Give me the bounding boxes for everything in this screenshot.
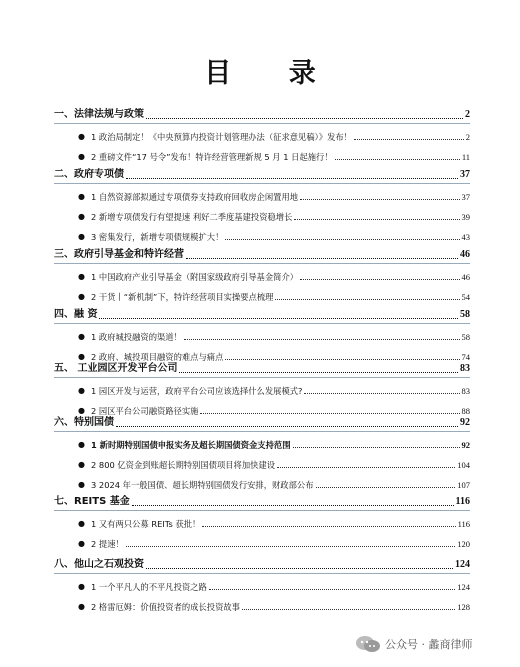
toc-entry-title: 2 园区平台公司融资路径实施: [91, 406, 199, 416]
bullet-icon: ●: [78, 272, 85, 281]
watermark: [355, 635, 473, 653]
dot-leader: [304, 393, 459, 394]
toc-entry-row[interactable]: [78, 439, 470, 451]
dot-leader: [179, 372, 458, 373]
toc-section-page: 116: [455, 496, 470, 507]
toc-entry-title: 2 新增专项债发行有望提速 利好二季度基建投资稳增长: [91, 212, 293, 222]
toc-entry-page: 74: [461, 352, 470, 362]
toc-section-title: 八、他山之石观投资: [54, 559, 144, 570]
dot-leader: [300, 279, 459, 280]
toc-entry-page: 54: [461, 292, 470, 302]
toc-entry-page: 128: [457, 602, 470, 612]
toc-entry-page: 43: [461, 232, 470, 242]
section-divider: [54, 510, 470, 511]
dot-leader: [316, 487, 456, 488]
toc-entry-title: 1 中国政府产业引导基金（附国家级政府引导基金简介）: [91, 272, 299, 282]
toc-entry-title: 2 政府、城投项目融资的难点与痛点: [91, 352, 224, 362]
dot-leader: [146, 118, 463, 119]
dot-leader: [209, 589, 455, 590]
toc-entry-row[interactable]: [78, 538, 470, 550]
bullet-icon: ●: [78, 440, 85, 449]
toc-entry-title: 2 格雷厄姆：价值投资者的成长投资故事: [91, 602, 240, 612]
toc-section-row[interactable]: [54, 108, 470, 122]
dot-leader: [275, 299, 459, 300]
toc-entry-title: 2 干货丨“新机制”下，特许经营项目实操要点梳理: [91, 292, 274, 302]
toc-entry-title: 1 又有两只公募 REITs 获批！: [91, 519, 201, 529]
toc-section-page: 46: [460, 249, 470, 260]
toc-entry-page: 58: [461, 332, 470, 342]
toc-entry-row[interactable]: [78, 151, 470, 163]
bullet-icon: ●: [78, 152, 85, 161]
bullet-icon: ●: [78, 292, 85, 301]
toc-entry-row[interactable]: [78, 479, 470, 491]
toc-section-row[interactable]: [54, 495, 470, 509]
toc-entry-page: 124: [457, 582, 470, 592]
toc-entry-row[interactable]: [78, 385, 470, 397]
toc-entry-title: 2 提速！: [91, 539, 124, 549]
toc-section-title: 二、政府专项债: [54, 169, 124, 180]
dot-leader: [225, 239, 459, 240]
toc-section-page: 58: [460, 309, 470, 320]
dot-leader: [294, 219, 459, 220]
dot-leader: [300, 199, 459, 200]
toc-entry-page: 2: [465, 132, 470, 142]
section-divider: [54, 183, 470, 184]
toc-entry-row[interactable]: [78, 271, 470, 283]
dot-leader: [242, 609, 455, 610]
toc-entry-row[interactable]: [78, 231, 470, 243]
dot-leader: [184, 339, 460, 340]
toc-section-row[interactable]: [54, 558, 470, 572]
toc-entry-page: 83: [461, 386, 470, 396]
dot-leader: [335, 159, 460, 160]
section-divider: [54, 323, 470, 324]
watermark-text: 公众号 · 蠡商律师: [385, 638, 473, 651]
dot-leader: [99, 318, 458, 319]
toc-entry-title: 1 政府城投融资的渠道！: [91, 332, 182, 342]
toc-entry-title: 1 一个平凡人的不平凡投资之路: [91, 582, 207, 592]
toc-entry-page: 116: [457, 519, 470, 529]
toc-entry-page: 104: [457, 460, 470, 470]
toc-entry-page: 88: [461, 406, 470, 416]
toc-section-row[interactable]: [54, 248, 470, 262]
dot-leader: [116, 426, 458, 427]
toc-entry-page: 92: [461, 440, 470, 450]
section-divider: [54, 431, 470, 432]
section-divider: [54, 573, 470, 574]
toc-entry-page: 37: [461, 192, 470, 202]
bullet-icon: ●: [78, 602, 85, 611]
bullet-icon: ●: [78, 460, 85, 469]
wechat-icon: [355, 635, 381, 653]
dot-leader: [200, 413, 459, 414]
toc-entry-title: 1 自然资源部拟通过专项债券支持政府回收房企闲置用地: [91, 192, 299, 202]
bullet-icon: ●: [78, 192, 85, 201]
toc-section-page: 83: [460, 363, 470, 374]
toc-entry-row[interactable]: [78, 459, 470, 471]
dot-leader: [202, 526, 455, 527]
toc-entry-row[interactable]: [78, 331, 470, 343]
toc-section-title: 四、融 资: [54, 309, 98, 320]
toc-entry-title: 1 新时期特别国债申报实务及超长期国债资金支持范围: [91, 440, 291, 450]
toc-section-row[interactable]: [54, 308, 470, 322]
toc-entry-row[interactable]: [78, 131, 470, 143]
bullet-icon: ●: [78, 212, 85, 221]
toc-entry-page: 39: [461, 212, 470, 222]
toc-section-title: 三、政府引导基金和特许经营: [54, 249, 184, 260]
toc-section-title: 七、REITS 基金: [54, 496, 130, 507]
toc-section-row[interactable]: [54, 416, 470, 430]
dot-leader: [126, 178, 458, 179]
toc-section-row[interactable]: [54, 362, 470, 376]
dot-leader: [277, 467, 455, 468]
toc-entry-title: 2 重磅文件“17 号令”发布！特许经营管理新规 5 月 1 日起施行！: [91, 152, 333, 162]
section-divider: [54, 123, 470, 124]
toc-entry-page: 11: [461, 152, 470, 162]
toc-entry-row[interactable]: [78, 581, 470, 593]
toc-entry-title: 3 2024 年一般国债、超长期特别国债发行安排，财政部公布: [91, 480, 314, 490]
dot-leader: [132, 505, 454, 506]
dot-leader: [354, 139, 464, 140]
page-title: 目 录: [204, 58, 340, 89]
toc-section-row[interactable]: [54, 168, 470, 182]
bullet-icon: ●: [78, 406, 85, 415]
dot-leader: [186, 258, 458, 259]
toc-section-title: 五、 工业园区开发平台公司: [54, 363, 178, 374]
bullet-icon: ●: [78, 582, 85, 591]
section-divider: [54, 263, 470, 264]
toc-entry-row[interactable]: [78, 518, 470, 530]
toc-entry-page: 120: [457, 539, 470, 549]
toc-entry-title: 3 密集发行，新增专项债规模扩大！: [91, 232, 224, 242]
toc-section-page: 2: [465, 109, 470, 120]
bullet-icon: ●: [78, 232, 85, 241]
dot-leader: [225, 359, 459, 360]
dot-leader: [126, 546, 455, 547]
toc-entry-row[interactable]: [78, 211, 470, 223]
toc-entry-row[interactable]: [78, 291, 470, 303]
bullet-icon: ●: [78, 332, 85, 341]
dot-leader: [146, 568, 453, 569]
section-divider: [54, 377, 470, 378]
toc-section-page: 37: [460, 169, 470, 180]
toc-entry-page: 107: [457, 480, 470, 490]
bullet-icon: ●: [78, 480, 85, 489]
toc-entry-row[interactable]: [78, 191, 470, 203]
toc-section-title: 一、法律法规与政策: [54, 109, 144, 120]
bullet-icon: ●: [78, 352, 85, 361]
dot-leader: [293, 447, 460, 448]
toc-entry-page: 46: [461, 272, 470, 282]
bullet-icon: ●: [78, 132, 85, 141]
bullet-icon: ●: [78, 386, 85, 395]
toc-section-page: 92: [460, 417, 470, 428]
toc-section-page: 124: [455, 559, 470, 570]
bullet-icon: ●: [78, 519, 85, 528]
toc-entry-title: 2 800 亿资金到账超长期特别国债项目将加快建设: [91, 460, 276, 470]
toc-entry-row[interactable]: [78, 601, 470, 613]
toc-entry-title: 1 政治局制定！《中央预算内投资计划管理办法（征求意见稿）》发布！: [91, 132, 352, 142]
toc-entry-title: 1 园区开发与运营，政府平台公司应该选择什么发展模式?: [91, 386, 303, 396]
bullet-icon: ●: [78, 539, 85, 548]
toc-section-title: 六、特别国债: [54, 417, 114, 428]
